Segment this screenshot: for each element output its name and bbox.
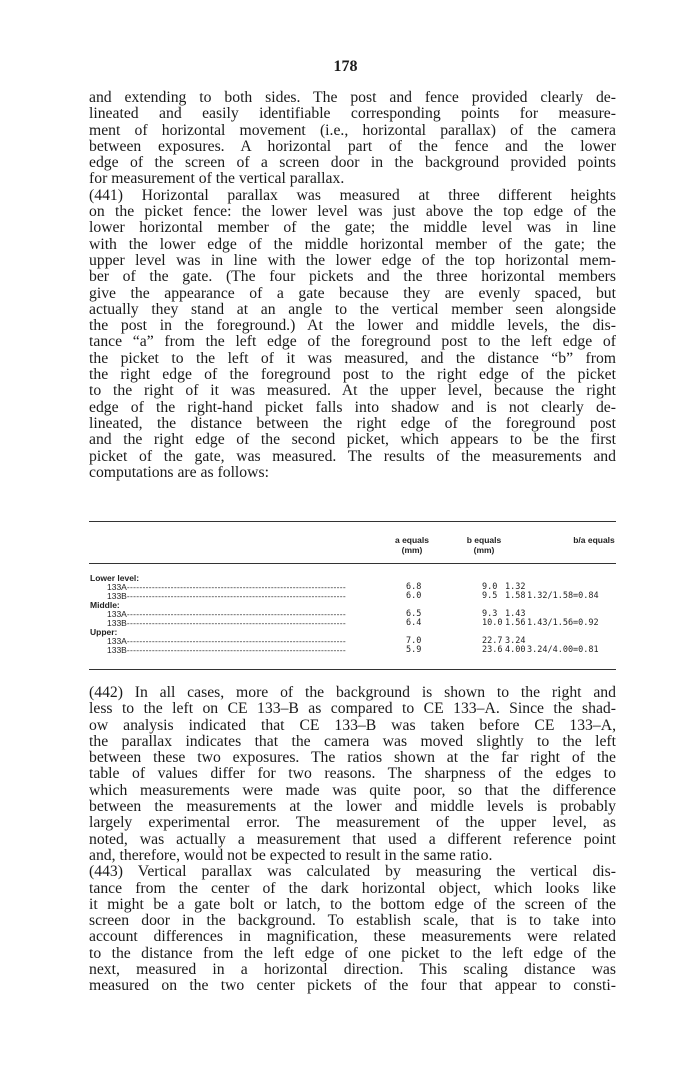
text-line: measured on the two center pickets of the four that appear to consti- <box>89 977 616 995</box>
text-line: the picket to the left of it was measured, and the distance “b” from <box>89 349 616 367</box>
table-cell-b: 23.6 <box>482 645 503 655</box>
column-header-ratio-label: b/a equals <box>573 535 615 545</box>
text-line: (441) Horizontal parallax was measured at three different heights <box>89 186 616 204</box>
row-id: 133B <box>107 645 127 655</box>
table-cell-b: 9.5 <box>482 591 498 601</box>
table-cell-ratio: 1.56 <box>505 618 526 628</box>
text-line: ow analysis indicated that CE 133–B was taken before CE 133–A, <box>89 716 616 734</box>
text-line: lineated and easily identifiable corresponding points for measure- <box>89 105 616 123</box>
row-id: 133B <box>107 591 127 601</box>
text-line: picket of the gate, was measured. The results of the measurements and <box>89 447 616 465</box>
column-header-b <box>452 535 516 555</box>
table-row-label <box>107 591 367 601</box>
leader-dots: ---------------------------------------------------------------------- <box>126 582 346 592</box>
table-cell-a: 5.9 <box>406 645 422 655</box>
column-header-b-label: b equals <box>466 535 502 545</box>
text-line: next, measured in a horizontal direction. This scaling distance was <box>89 961 616 979</box>
text-line: which measurements were made was quite poor, so that the difference <box>89 781 616 799</box>
table-cell-calc: 3.24/4.00=0.81 <box>527 645 599 655</box>
text-line: (443) Vertical parallax was calculated by measuring the vertical dis- <box>89 863 616 881</box>
table-cell-ratio: 4.00 <box>505 645 526 655</box>
table-cell-a: 6.8 <box>406 582 422 592</box>
text-line: on the picket fence: the lower level was just above the top edge of the <box>89 203 616 221</box>
table-cell-b: 9.3 <box>482 609 498 619</box>
table-cell-a: 7.0 <box>406 636 422 646</box>
column-header-a <box>377 535 447 555</box>
text-line: between exposures. A horizontal part of the fence and the lower <box>89 137 616 155</box>
parallax-measurements-table <box>89 519 616 671</box>
table-group-label: Middle: <box>90 600 120 610</box>
text-line: and the right edge of the second picket, which appears to be the first <box>89 431 616 449</box>
column-header-a-unit: (mm) <box>401 545 423 555</box>
text-line: lineated, the distance between the right edge of the foreground post <box>89 414 616 432</box>
text-line: actually they stand at an angle to the vertical member seen alongside <box>89 300 616 318</box>
text-line: the parallax indicates that the camera was moved slightly to the left <box>89 732 616 750</box>
text-line: ber of the gate. (The four pickets and the three horizontal members <box>89 268 616 286</box>
text-line: ment of horizontal movement (i.e., horizontal parallax) of the camera <box>89 121 616 139</box>
text-line: upper level was in line with the lower edge of the top horizontal mem- <box>89 251 616 269</box>
row-id: 133B <box>107 618 127 628</box>
paragraph-442-443 <box>89 685 616 995</box>
table-top-rule <box>89 521 616 522</box>
text-line: tance “a” from the left edge of the foreground post to the left edge of <box>89 333 616 351</box>
table-cell-a: 6.5 <box>406 609 422 619</box>
table-cell-b: 10.0 <box>482 618 503 628</box>
table-cell-a: 6.4 <box>406 618 422 628</box>
table-cell-ratio: 1.32 <box>505 582 526 592</box>
table-group-label: Upper: <box>90 627 118 637</box>
leader-dots: ---------------------------------------------------------------------- <box>126 591 346 601</box>
text-line: edge of the right-hand picket falls into shadow and is not clearly de- <box>89 398 616 416</box>
text-line: noted, was actually a measurement that used a different reference point <box>89 830 616 848</box>
text-line: the right edge of the foreground post to the right edge of the picket <box>89 366 616 384</box>
text-line: screen door in the background. To establish scale, that is to take into <box>89 912 616 930</box>
table-cell-calc: 1.32/1.58=0.84 <box>527 591 599 601</box>
leader-dots: ---------------------------------------------------------------------- <box>126 609 346 619</box>
text-line: for measurement of the vertical parallax. <box>89 170 345 188</box>
table-group-label: Lower level: <box>90 573 140 583</box>
column-header-ratio <box>559 535 629 545</box>
table-bottom-rule <box>89 669 616 670</box>
text-line: table of values differ for two reasons. The sharpness of the edges to <box>89 765 616 783</box>
table-cell-b: 9.0 <box>482 582 498 592</box>
row-id: 133A <box>107 636 127 646</box>
text-line: and, therefore, would not be expected to result in the same ratio. <box>89 846 493 864</box>
table-row-label <box>107 645 367 655</box>
leader-dots: ---------------------------------------------------------------------- <box>126 645 346 655</box>
leader-dots: ---------------------------------------------------------------------- <box>126 618 346 628</box>
text-line: edge of the screen of a screen door in the background provided points <box>89 154 616 172</box>
paragraph-440-441 <box>89 90 616 481</box>
page-number: 178 <box>333 58 358 75</box>
column-header-b-unit: (mm) <box>473 545 495 555</box>
text-line: give the appearance of a gate because they are evenly spaced, but <box>89 284 616 302</box>
row-id: 133A <box>107 582 127 592</box>
text-line: largely experimental error. The measurement of the upper level, as <box>89 814 616 832</box>
text-line: it might be a gate bolt or latch, to the bottom edge of the screen of the <box>89 895 616 913</box>
text-line: less to the left on CE 133–B as compared to CE 133–A. Since the shad- <box>89 700 616 718</box>
text-line: (442) In all cases, more of the background is shown to the right and <box>89 684 616 701</box>
text-line: the post in the foreground.) At the lower and middle levels, the dis- <box>89 317 616 335</box>
table-cell-ratio: 1.58 <box>505 591 526 601</box>
table-cell-calc: 1.43/1.56=0.92 <box>527 618 599 628</box>
table-cell-b: 22.7 <box>482 636 503 646</box>
column-header-a-label: a equals <box>394 535 430 545</box>
text-line: account differences in magnification, these measurements were related <box>89 928 616 946</box>
text-line: lower horizontal member of the gate; the middle level was in line <box>89 219 616 237</box>
table-cell-ratio: 3.24 <box>505 636 526 646</box>
table-header-rule <box>89 563 616 564</box>
table-row-label <box>107 618 367 628</box>
row-id: 133A <box>107 609 127 619</box>
table-cell-ratio: 1.43 <box>505 609 526 619</box>
text-line: with the lower edge of the middle horizontal member of the gate; the <box>89 235 616 253</box>
table-cell-a: 6.0 <box>406 591 422 601</box>
text-line: and extending to both sides. The post and fence provided clearly de- <box>89 89 616 106</box>
text-line: between the measurements at the lower and middle levels is probably <box>89 798 616 816</box>
text-line: between these two exposures. The ratios shown at the far right of the <box>89 749 616 767</box>
text-line: to the right of it was measured. At the upper level, because the right <box>89 382 616 400</box>
text-line: tance from the center of the dark horizontal object, which looks like <box>89 879 616 897</box>
leader-dots: ---------------------------------------------------------------------- <box>126 636 346 646</box>
text-line: computations are as follows: <box>89 463 269 481</box>
text-line: to the distance from the left edge of one picket to the left edge of the <box>89 944 616 962</box>
